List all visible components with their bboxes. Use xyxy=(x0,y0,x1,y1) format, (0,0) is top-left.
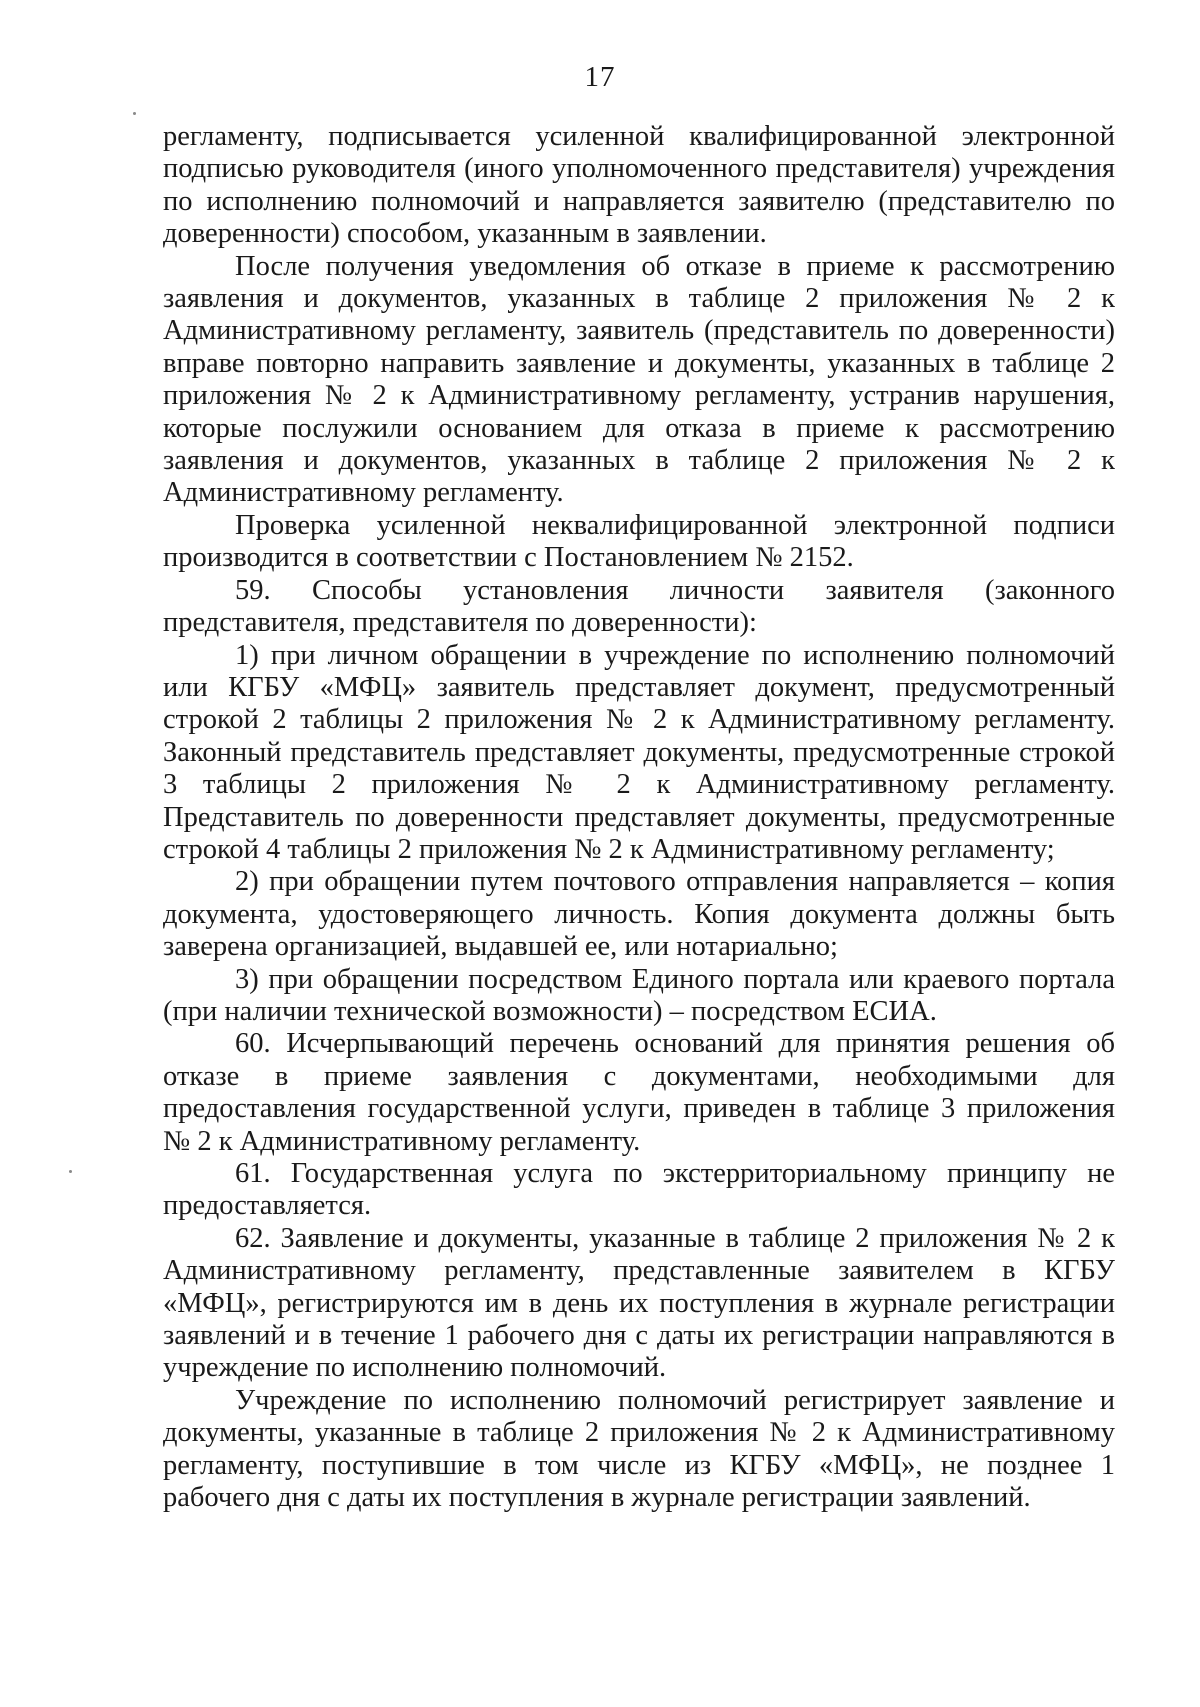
document-body xyxy=(163,121,1115,1514)
page-number: 17 xyxy=(584,61,616,93)
paragraph-item-59-1: 1) при личном обращении в учреждение по исполнению полномочий или КГБУ «МФЦ» заявитель представляет документ, предусмотренный строкой 2 таблицы 2 приложения № 2 к Административному регламенту. Законный представитель представляет документы, предусмотренные строкой 3 таблицы 2 приложения № 2 к Административному регламенту. Представитель по доверенности представляет документы, предусмотренные строкой 4 таблицы 2 приложения № 2 к Административному регламенту; xyxy=(163,639,1115,865)
paragraph-registration: Учреждение по исполнению полномочий регистрирует заявление и документы, указанные в таблице 2 приложения № 2 к Административному регламенту, поступившие в том числе из КГБУ «МФЦ», не позднее 1 рабочего дня с даты их поступления в журнале регистрации заявлений. xyxy=(163,1384,1115,1514)
paragraph-resubmission: После получения уведомления об отказе в приеме к рассмотрению заявления и документов, указанных в таблице 2 приложения № 2 к Административному регламенту, заявитель (представитель по доверенности) вправе повторно направить заявление и документы, указанных в таблице 2 приложения № 2 к Административному регламенту, устранив нарушения, которые послужили основанием для отказа в приеме к рассмотрению заявления и документов, указанных в таблице 2 приложения № 2 к Административному регламенту. xyxy=(163,250,1115,509)
paragraph-item-59-2: 2) при обращении путем почтового отправления направляется – копия документа, удостоверяющего личность. Копия документа должны быть заверена организацией, выдавшей ее, или нотариально; xyxy=(163,866,1115,963)
paragraph-item-59: 59. Способы установления личности заявителя (законного представителя, представителя по доверенности): xyxy=(163,574,1115,639)
paragraph-item-59-3: 3) при обращении посредством Единого портала или краевого портала (при наличии технической возможности) – посредством ЕСИА. xyxy=(163,963,1115,1027)
paragraph-signature-continuation: регламенту, подписывается усиленной квалифицированной электронной подписью руководителя (иного уполномоченного представителя) учреждения по исполнению полномочий и направляется заявителю (представителю по доверенности) способом, указанным в заявлении. xyxy=(163,121,1115,250)
scan-speck xyxy=(69,1170,72,1173)
paragraph-signature-check: Проверка усиленной неквалифицированной электронной подписи производится в соответствии с Постановлением № 2152. xyxy=(163,509,1115,574)
paragraph-item-62: 62. Заявление и документы, указанные в таблице 2 приложения № 2 к Административному регламенту, представленные заявителем в КГБУ «МФЦ», регистрируются им в день их поступления в журнале регистрации заявлений и в течение 1 рабочего дня с даты их регистрации направляются в учреждение по исполнению полномочий. xyxy=(163,1222,1115,1384)
paragraph-item-61: 61. Государственная услуга по экстерриториальному принципу не предоставляется. xyxy=(163,1158,1115,1222)
paragraph-item-60: 60. Исчерпывающий перечень оснований для принятия решения об отказе в приеме заявления с документами, необходимыми для предоставления государственной услуги, приведен в таблице 3 приложения № 2 к Административному регламенту. xyxy=(163,1028,1115,1157)
scan-speck xyxy=(133,112,136,115)
